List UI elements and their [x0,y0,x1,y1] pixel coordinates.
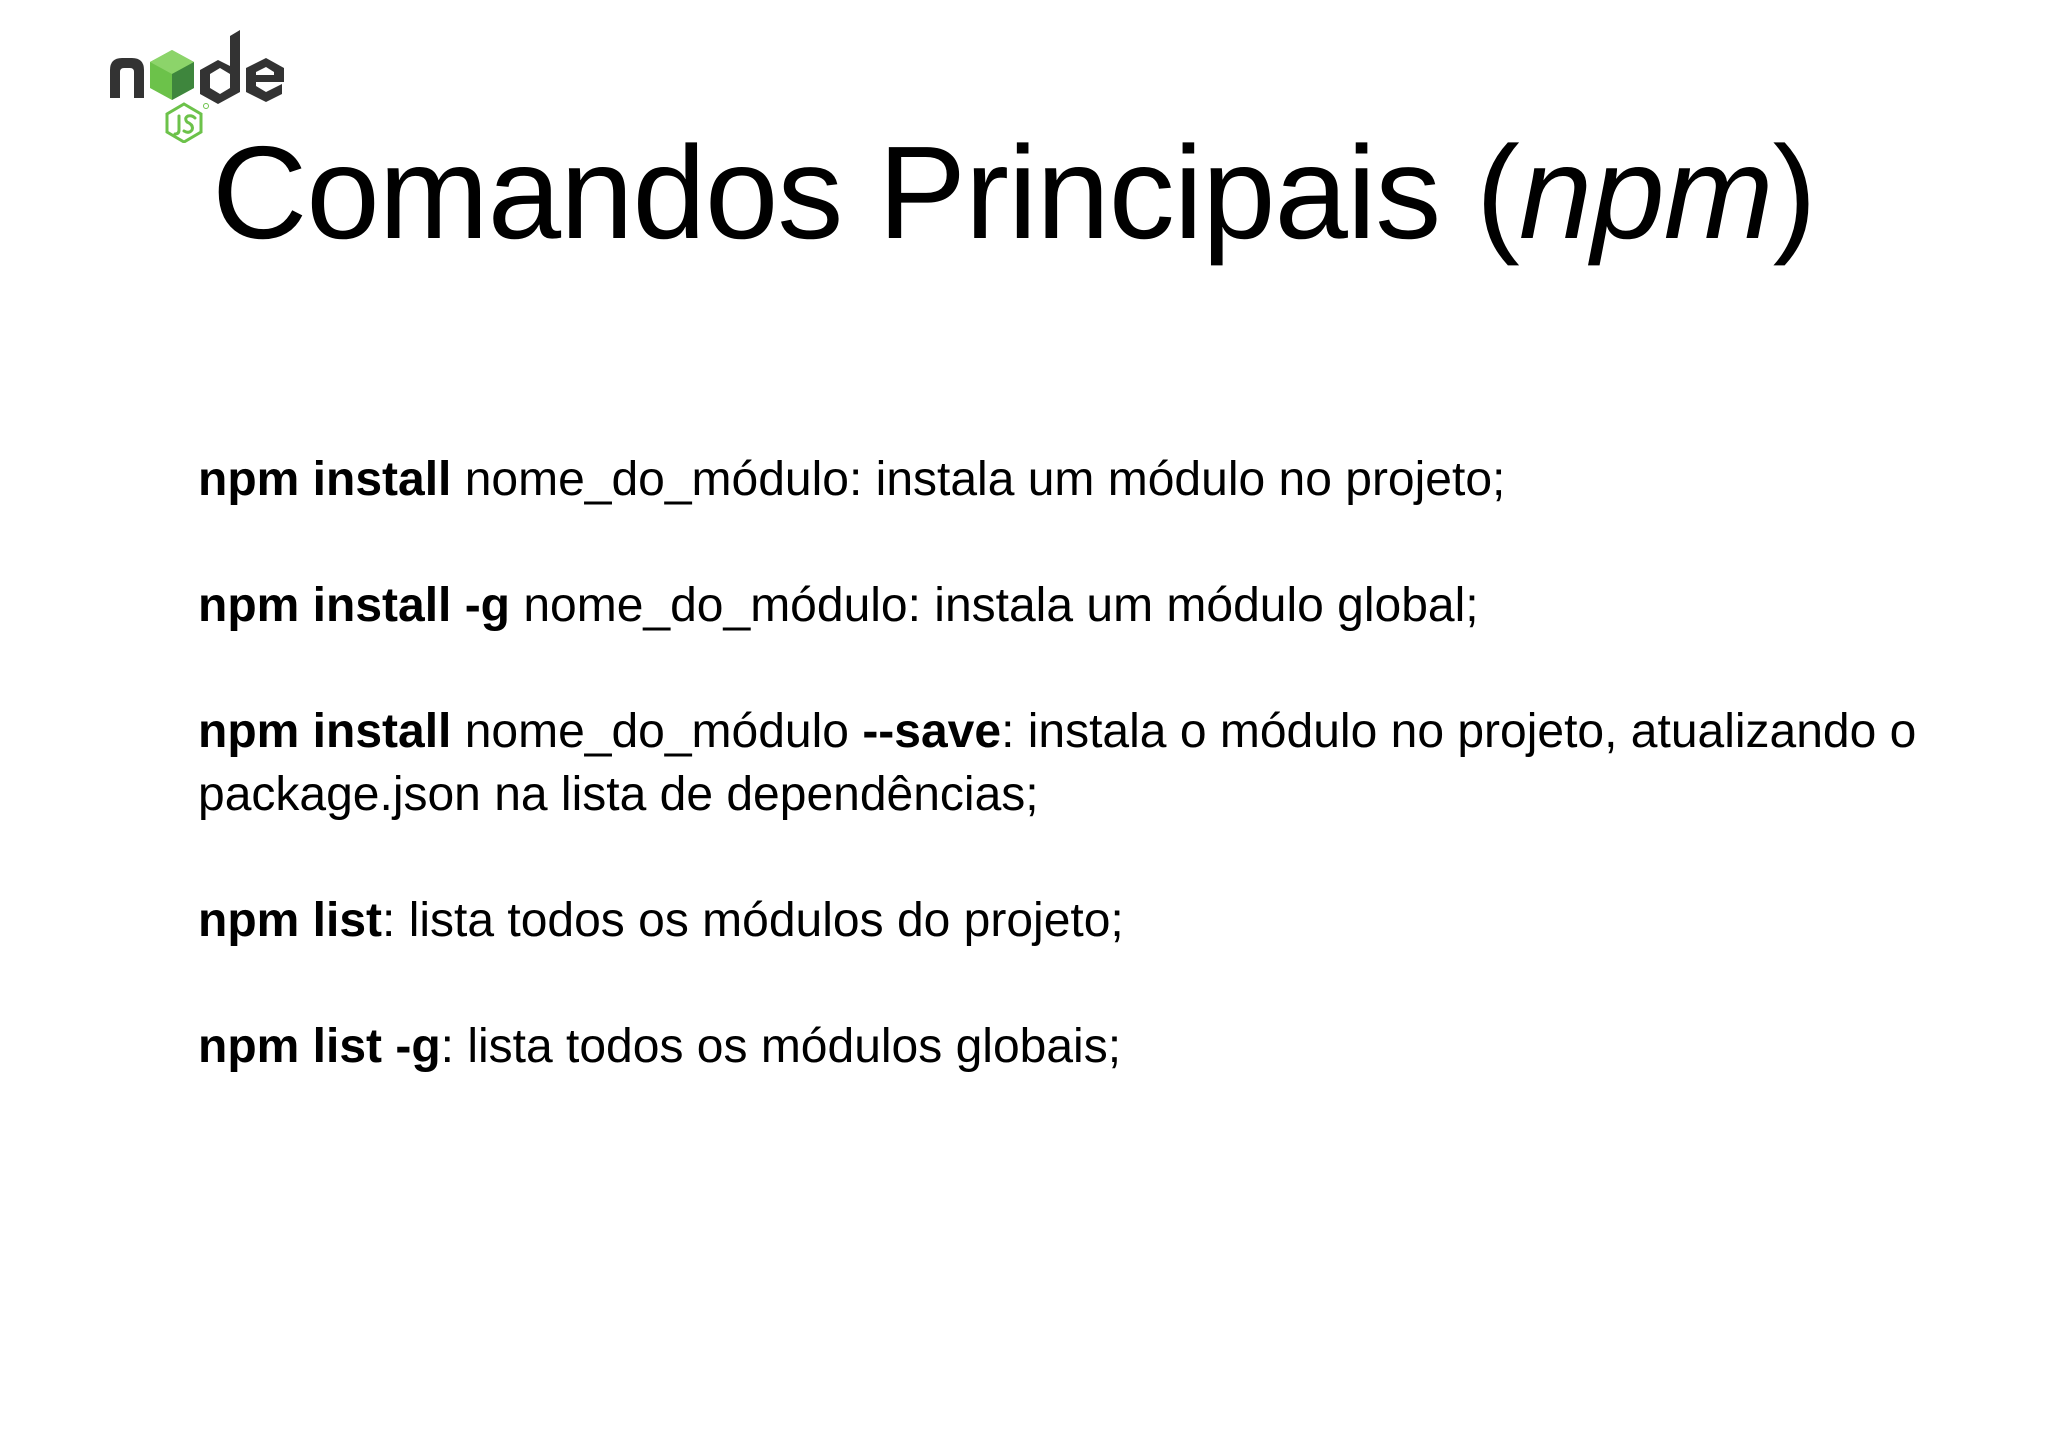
title-close: ) [1772,119,1816,266]
command-description: : lista todos os módulos do projeto; [382,894,1124,947]
command-module: nome_do_módulo [451,705,863,758]
command-list [198,448,1958,1141]
command-name: npm install -g [198,579,510,632]
command-description: nome_do_módulo: instala um módulo global; [510,579,1479,632]
page-title [212,120,1816,265]
list-item [198,1015,1958,1078]
title-npm: npm [1518,119,1773,266]
command-flag: --save [862,705,1002,758]
command-description: nome_do_módulo: instala um módulo no projeto; [451,453,1506,506]
list-item [198,700,1958,826]
command-name: npm list [198,894,383,947]
list-item [198,574,1958,637]
command-name: npm list -g [198,1020,441,1073]
command-description: : lista todos os módulos globais; [440,1020,1122,1073]
command-name: npm install [198,453,452,506]
list-item [198,448,1958,511]
title-main: Comandos Principais ( [212,119,1519,266]
command-description: : instala o módulo no projeto, atualizando o package.json na lista de dependências; [198,705,1917,821]
command-name: npm install [198,705,452,758]
list-item [198,889,1958,952]
